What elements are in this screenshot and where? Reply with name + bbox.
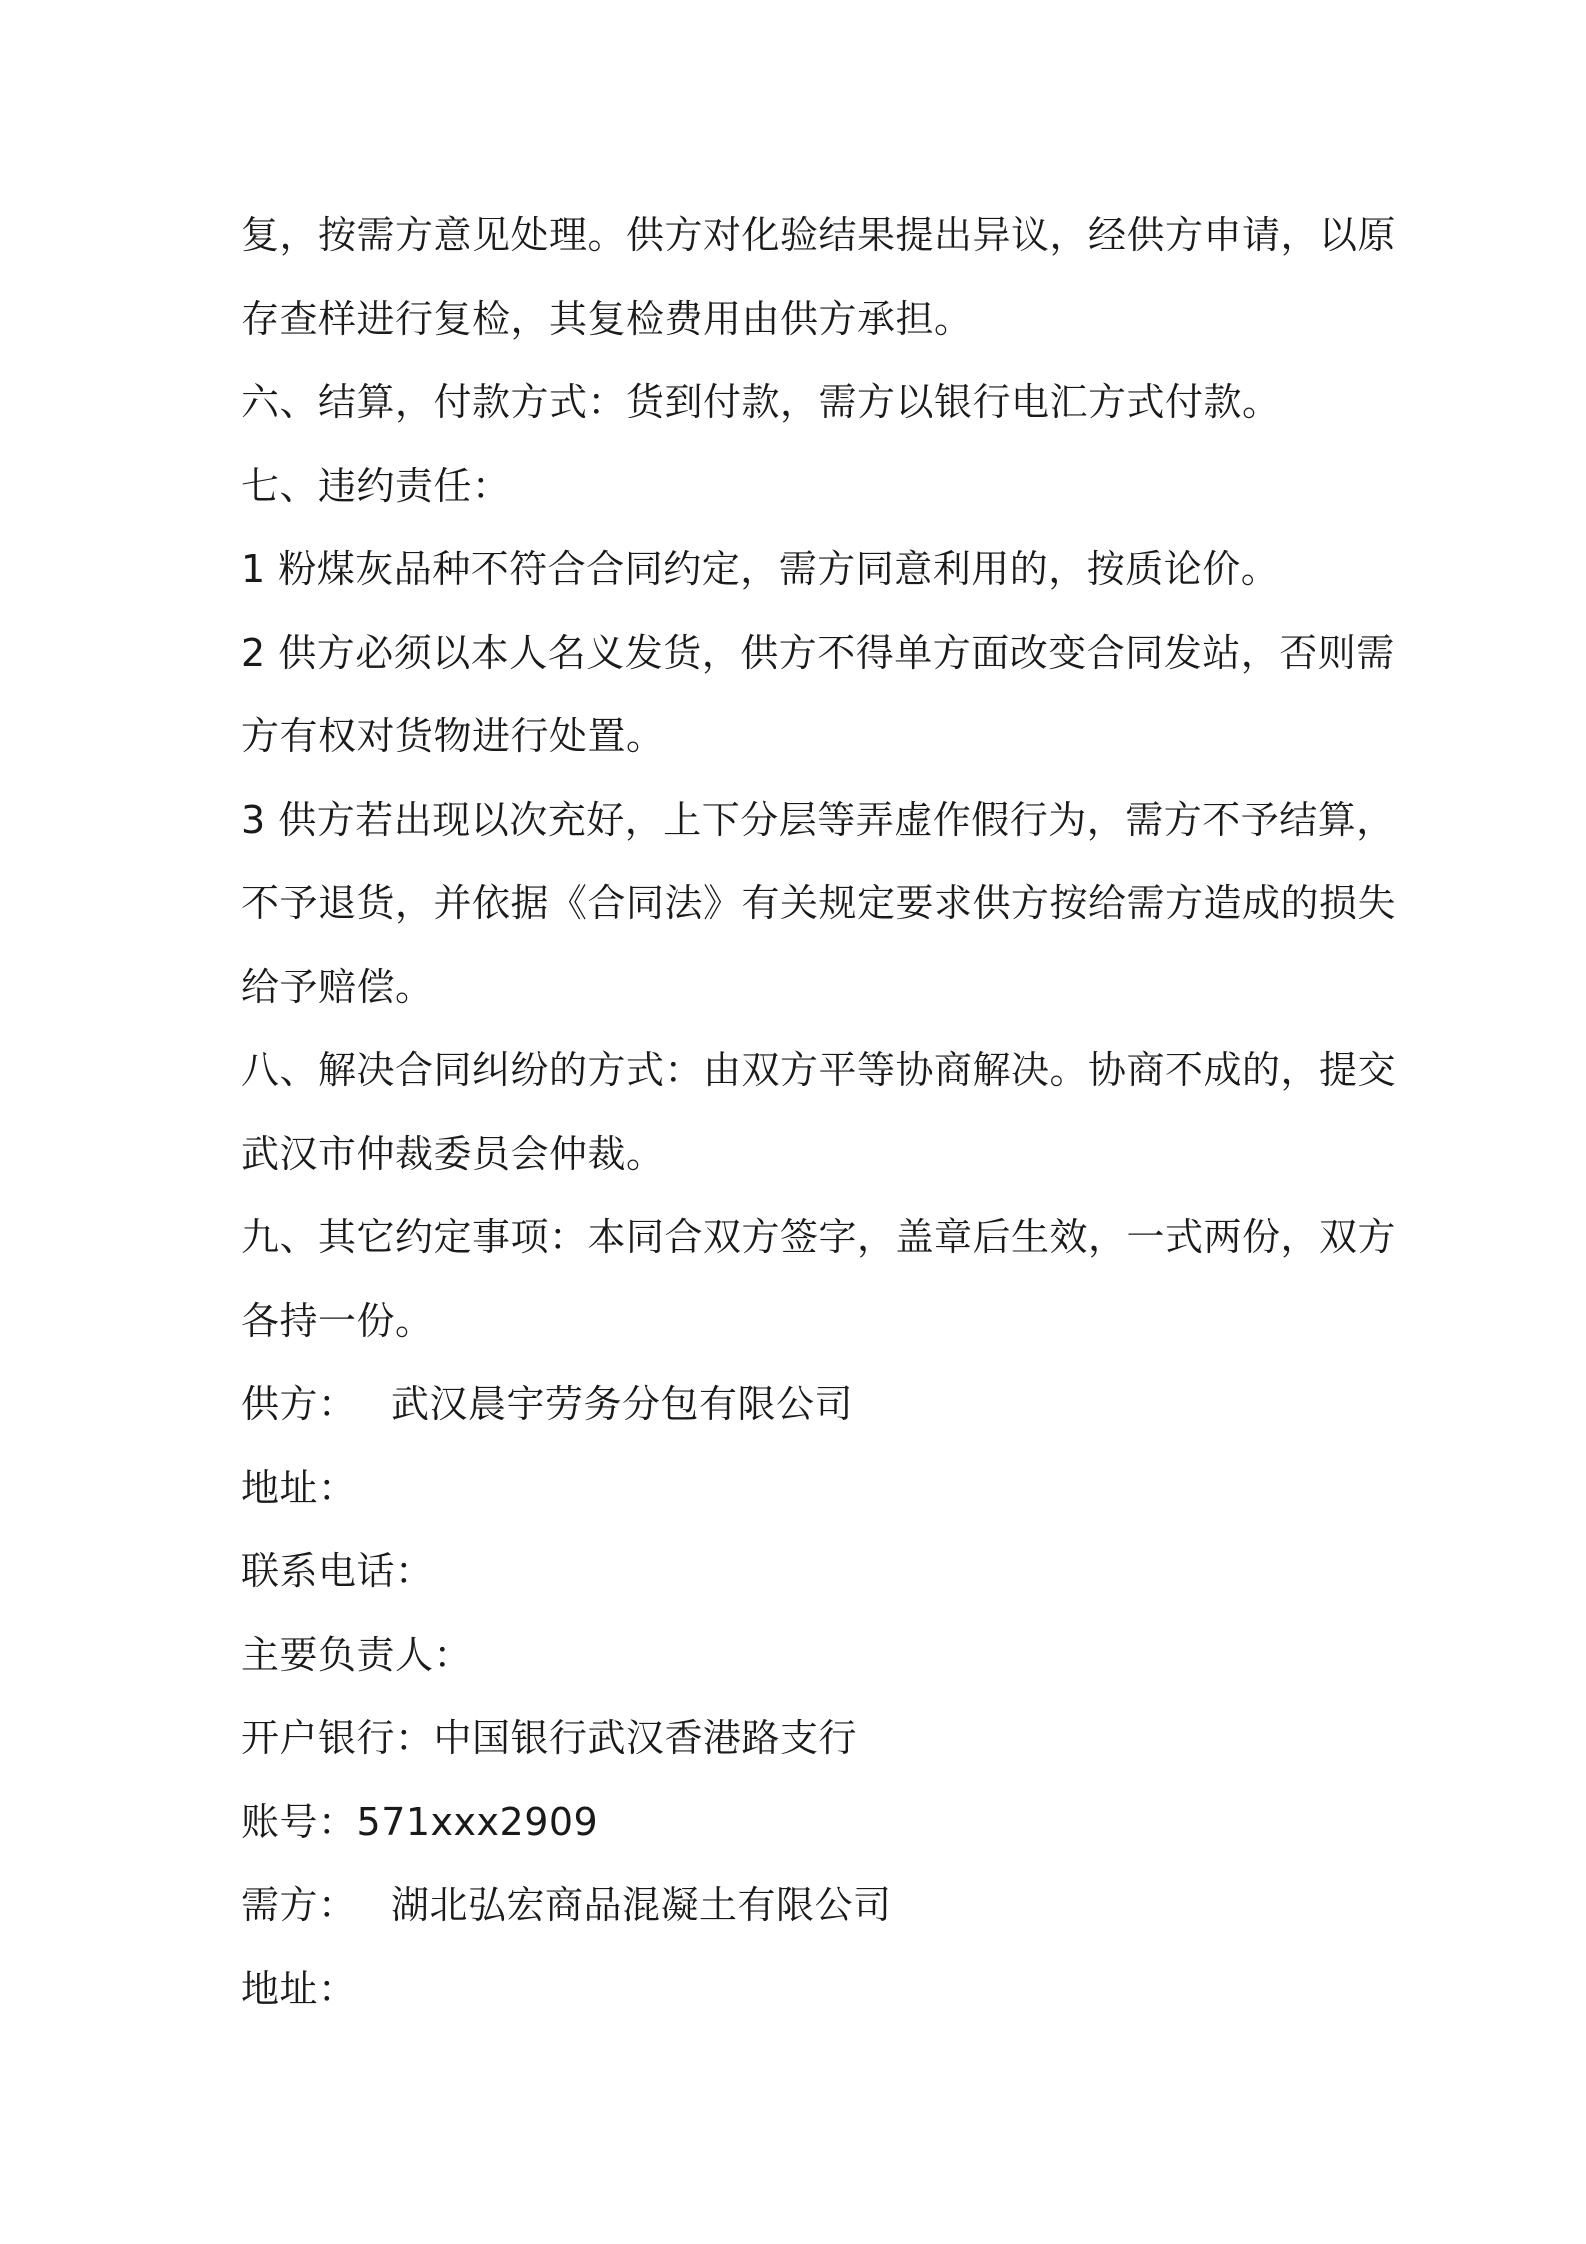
body-line: 七、违约责任： — [241, 463, 511, 508]
body-line: 各持一份。 — [241, 1298, 434, 1343]
buyer-row — [241, 1864, 1361, 1948]
body-line: 3 供方若出现以次充好，上下分层等弄虚作假行为，需方不予结算， — [241, 797, 1395, 842]
supplier-label: 供方： — [241, 1382, 357, 1426]
body-line: 1 粉煤灰品种不符合合同约定，需方同意利用的，按质论价。 — [241, 547, 1280, 591]
document-body — [241, 194, 1397, 2031]
supplier-account-row — [241, 1781, 1361, 1865]
buyer-address-row — [241, 1948, 1361, 2032]
buyer-label: 需方： — [241, 1883, 357, 1927]
body-line: 九、其它约定事项：本同合双方签字，盖章后生效，一式两份，双方 — [241, 1215, 1397, 1259]
body-line: 方有权对货物进行处置。 — [241, 714, 665, 758]
supplier-address-row — [241, 1447, 1361, 1531]
body-line: 存查样进行复检，其复检费用由供方承担。 — [241, 296, 973, 341]
supplier-address-label: 地址： — [241, 1465, 357, 1510]
supplier-person-row — [241, 1614, 1361, 1698]
supplier-row — [241, 1363, 1361, 1447]
supplier-person-label: 主要负责人： — [241, 1632, 473, 1677]
body-line: 2 供方必须以本人名义发货，供方不得单方面改变合同发站，否则需 — [241, 630, 1395, 675]
supplier-bank-row — [241, 1697, 1361, 1781]
supplier-name: 武汉晨宇劳务分包有限公司 — [391, 1382, 854, 1426]
supplier-account-label: 账号： — [241, 1799, 357, 1844]
supplier-bank-name: 中国银行武汉香港路支行 — [433, 1716, 858, 1760]
buyer-address-label: 地址： — [241, 1966, 357, 2011]
body-line: 武汉市仲裁委员会仲裁。 — [241, 1131, 665, 1176]
supplier-phone-row — [241, 1530, 1361, 1614]
body-line: 八、解决合同纠纷的方式：由双方平等协商解决。协商不成的，提交 — [241, 1048, 1397, 1092]
body-line: 六、结算，付款方式：货到付款，需方以银行电汇方式付款。 — [241, 380, 1281, 424]
body-line: 复，按需方意见处理。供方对化验结果提出异议，经供方申请，以原 — [241, 213, 1397, 257]
supplier-bank-label: 开户银行： — [241, 1716, 434, 1760]
body-line: 给予赔偿。 — [241, 964, 434, 1009]
body-line: 不予退货，并依据《合同法》有关规定要求供方按给需方造成的损失 — [241, 881, 1397, 925]
supplier-phone-label: 联系电话： — [241, 1549, 434, 1593]
buyer-name: 湖北弘宏商品混凝土有限公司 — [391, 1883, 892, 1927]
supplier-account-number: 571xxx2909 — [356, 1799, 599, 1844]
